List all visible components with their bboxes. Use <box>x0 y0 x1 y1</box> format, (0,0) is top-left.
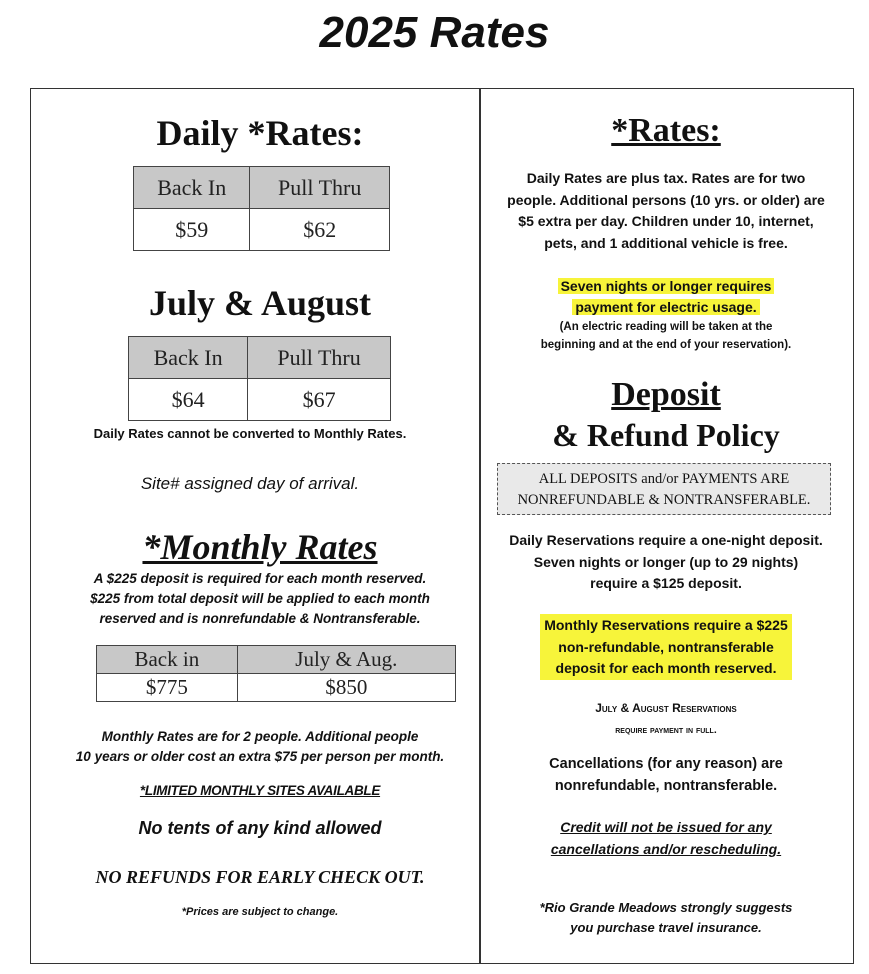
refund-policy-heading: & Refund Policy <box>552 417 780 453</box>
text-line: pets, and 1 additional vehicle is free. <box>544 234 788 251</box>
text-line: deposit for each month reserved. <box>555 660 777 676</box>
table-header: Pull Thru <box>250 167 390 209</box>
electric-usage-note <box>484 276 848 318</box>
cancellations-note <box>484 753 848 797</box>
rates-heading: *Rates: <box>611 112 721 149</box>
text-line: Credit will not be issued for any <box>560 819 772 835</box>
highlight-text: payment for electric usage. <box>572 299 759 315</box>
text-line: Daily Reservations require a one-night deposit. <box>509 532 823 548</box>
table-header: Pull Thru <box>248 337 391 379</box>
table-cell: $59 <box>134 209 250 251</box>
table-cell: $67 <box>248 379 391 421</box>
daily-rates-table <box>133 166 390 251</box>
prices-change-note: *Prices are subject to change. <box>181 906 339 918</box>
text-line: 10 years or older cost an extra $75 per person per month. <box>75 749 445 764</box>
text-line: require a $125 deposit. <box>590 575 742 591</box>
travel-insurance-note <box>484 898 848 938</box>
nonrefundable-notice-box <box>497 463 831 515</box>
table-header: Back in <box>97 646 238 674</box>
daily-rates-heading: Daily *Rates: <box>156 113 364 153</box>
limited-sites-note: *LIMITED MONTHLY SITES AVAILABLE <box>139 783 381 798</box>
text-line: Monthly Reservations require a $225 <box>544 617 788 633</box>
summer-rates-table <box>128 336 391 421</box>
text-line: July & August Reservations <box>595 701 737 715</box>
table-header: Back In <box>134 167 250 209</box>
monthly-deposit-highlight <box>540 614 792 680</box>
no-tents-note: No tents of any kind allowed <box>138 818 382 838</box>
daily-reservations-note <box>484 530 848 595</box>
table-header: Back In <box>129 337 248 379</box>
text-line: Cancellations (for any reason) are <box>549 756 783 772</box>
text-line: NONREFUNDABLE & NONTRANSFERABLE. <box>517 492 811 508</box>
monthly-rates-heading: *Monthly Rates <box>142 527 378 567</box>
table-cell: $62 <box>250 209 390 251</box>
rates-description <box>484 168 848 254</box>
table-cell: $775 <box>97 674 238 702</box>
july-august-heading: July & August <box>148 283 372 323</box>
text-line: you purchase travel insurance. <box>570 920 762 935</box>
table-header: July & Aug. <box>237 646 455 674</box>
electric-reading-note <box>484 318 848 354</box>
text-line: $5 extra per day. Children under 10, internet, <box>518 213 814 229</box>
monthly-deposit-description <box>40 569 480 629</box>
text-line: Seven nights or longer (up to 29 nights) <box>533 553 799 570</box>
table-cell: $64 <box>129 379 248 421</box>
text-line: beginning and at the end of your reservation). <box>540 339 792 351</box>
text-line: A $225 deposit is required for each month reserved. <box>93 571 427 586</box>
highlight-text: Seven nights or longer requires <box>558 278 775 294</box>
daily-conversion-note: Daily Rates cannot be converted to Monthly Rates. <box>93 426 407 441</box>
text-line: non-refundable, nontransferable <box>558 638 774 655</box>
text-line: (An electric reading will be taken at the <box>559 321 773 333</box>
text-line: reserved and is nonrefundable & Nontransferable. <box>99 611 421 626</box>
text-line: ALL DEPOSITS and/or PAYMENTS ARE <box>538 471 790 487</box>
page-title: 2025 Rates <box>319 8 550 57</box>
text-line: people. Additional persons (10 yrs. or older) are <box>507 191 825 208</box>
table-cell: $850 <box>237 674 455 702</box>
monthly-rates-table <box>96 645 456 702</box>
no-refunds-note: NO REFUNDS FOR EARLY CHECK OUT. <box>95 867 425 887</box>
monthly-people-note <box>40 727 480 767</box>
text-line: require payment in full. <box>615 724 717 736</box>
credit-policy-note <box>484 817 848 860</box>
deposit-heading: Deposit <box>611 376 721 413</box>
text-line: Daily Rates are plus tax. Rates are for two <box>526 170 806 186</box>
text-line: *Rio Grande Meadows strongly suggests <box>539 900 793 915</box>
summer-reservations-note <box>484 697 848 741</box>
monthly-deposit-text <box>540 615 792 680</box>
text-line: cancellations and/or rescheduling. <box>550 840 782 857</box>
text-line: Monthly Rates are for 2 people. Additional people <box>101 729 419 744</box>
text-line: nonrefundable, nontransferable. <box>554 778 778 794</box>
site-assignment-note: Site# assigned day of arrival. <box>140 474 360 493</box>
text-line: $225 from total deposit will be applied to each month <box>90 591 430 606</box>
